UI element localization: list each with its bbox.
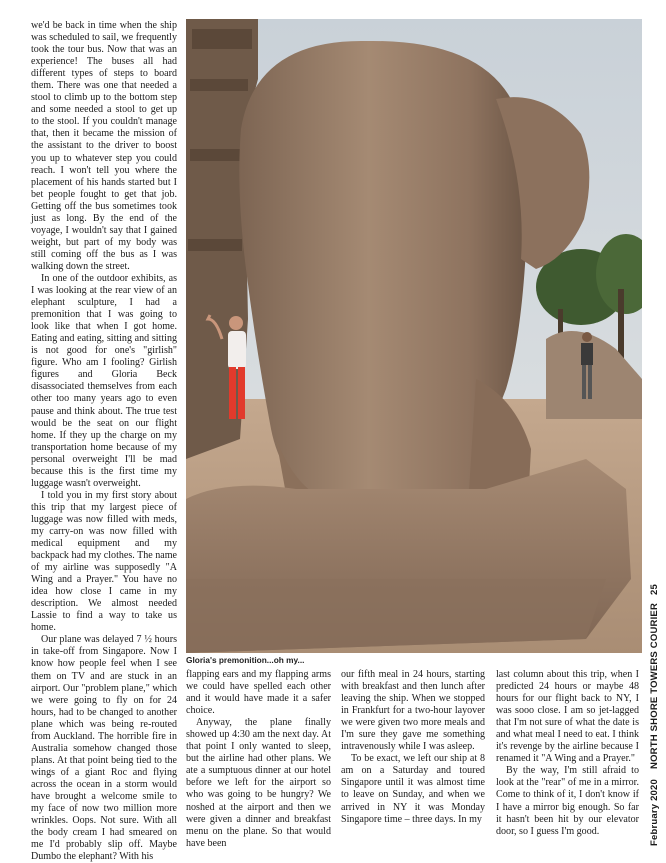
- paragraph: our fifth meal in 24 hours, starting with breakfast and then lunch after leaving the ship. When we stopped in Frankfurt for a two-hour layover we were given two more meals and I'm sure they gave me something intravenously while I was asleep.: [341, 669, 485, 753]
- paragraph: To be exact, we left our ship at 8 am on a Saturday and toured Singapore until it was almost time to leave on Sunday, and when we arrived in NY it was Monday Singapore time – three days. In my: [341, 753, 485, 825]
- article-column-4: [496, 669, 639, 838]
- paragraph: flapping ears and my flapping arms we could have spelled each other and it would have made it a safer choice.: [186, 669, 331, 717]
- paragraph: Our plane was delayed 7 ½ hours in take-off from Singapore. Now I know how people feel when I see them on TV and are stuck in an airport. Our "problem plane," which we were going to fly on for 24 hours, had to be changed to another plane which was being re-routed from Auckland. The horrible fire in Australia somehow changed those plans. At that point being tied to the wings of a giant Roc and flying across the ocean in a storm would have brought a welcome smile to my face of now two million more wrinkles. Oops. Not sure. With all the body cream I had smeared on me I'd probably slip off. Maybe Dumbo the elephant? With his: [31, 634, 177, 863]
- page-number: 25: [648, 584, 660, 595]
- paragraph: I told you in my first story about this trip that my largest piece of luggage was now filled with meds, my carry-on was now filled with medical equipment and my backpack had my clothes. The name of my airline was supposedly "A Wing and a Prayer." You have no idea how close I came in my description. We almost needed Lassie to find a way to take us home.: [31, 489, 177, 634]
- publication-name: NORTH SHORE TOWERS COURIER: [648, 602, 660, 769]
- article-column-2: [186, 669, 331, 850]
- photo-caption: Gloria's premonition...oh my...: [186, 655, 305, 665]
- article-column-3: [341, 669, 485, 826]
- paragraph: last column about this trip, when I predicted 24 hours or maybe 48 hours for our flight back to NY, I was sooo close. I am so jet-lagged that I'm not sure of what the date is and what meal I need to eat. I think it's revenge by the airline because I renamed it "A Wing and a Prayer.": [496, 669, 639, 765]
- issue-date: February 2020: [648, 778, 660, 847]
- paragraph: Anyway, the plane finally showed up 4:30 am the next day. At that point I only wanted to sleep, but the airline had other plans. We ate a sumptuous dinner at our hotel before we left for the airport so who was going to be hungry? We noshed at the airport and then we were given a dinner and breakfast menu on the plane. So that would have been: [186, 717, 331, 849]
- elephant-sculpture-photo: [186, 19, 642, 653]
- paragraph: By the way, I'm still afraid to look at the "rear" of me in a mirror. Come to think of it, I don't know if I have a mirror big enough. So far it hasn't been hit by our elevator door, so I guess I'm good.: [496, 765, 639, 837]
- paragraph: we'd be back in time when the ship was scheduled to sail, we frequently took the tour bus. Now that was an experience! The buses all had different types of steps to board them. There was one that needed a stool to climb up to the bottom step and some needed a stool to get up to the stool. If you couldn't manage that, then it became the mission of the assistant to the driver to boost you up to whatever step you could reach. I won't tell you where the placement of his hands started but I bet people fought to get that job. Getting off the bus sometimes took just as long. By the end of the voyage, I wouldn't say that I gained weight, but part of my body was still coming off the bus as I was walking down the street.: [31, 20, 177, 272]
- article-column-1: [31, 20, 177, 863]
- page-footer: [646, 576, 662, 846]
- paragraph: In one of the outdoor exhibits, as I was looking at the rear view of an elephant sculpture, I had a premonition that I was going to look like that when I got home. Eating and eating, sitting and sitting is not good for one's "girlish" figure. Who am I fooling? Girlish figures and Gloria Beck disassociated themselves from each other too many years ago to even pause and think about. The true test would be the seat on our flight home. If they up the charge on my transportation home because of my personal overweight I'll be mad because this is the first time my luggage wasn't overweight.: [31, 272, 177, 489]
